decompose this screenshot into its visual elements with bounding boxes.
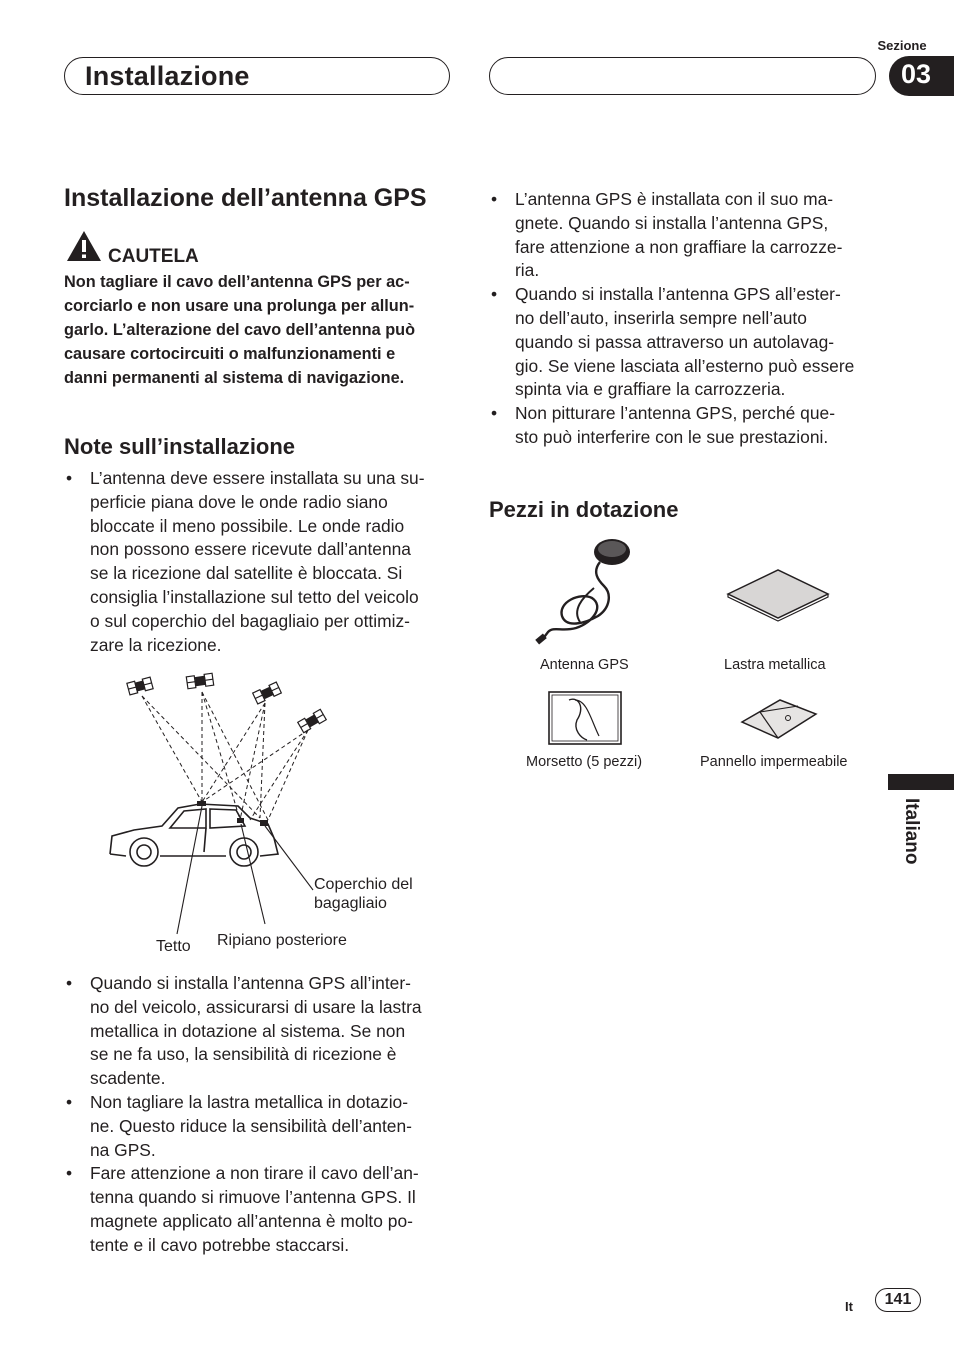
- page-title: Installazione dell’antenna GPS: [64, 184, 427, 212]
- caution-text: [64, 270, 454, 390]
- antenna-notes-list: [489, 188, 881, 450]
- list-item: • Fare attenzione a non tirare il cavo dell’an- tenna quando si rimuove l’antenna GPS. Il magnete applicato all’antenna è molto po- tente e il cavo potrebbe staccarsi.: [64, 1162, 456, 1257]
- notes-list-bottom: [64, 972, 456, 1258]
- caution-line: causare cortocircuiti o malfunzionamenti e: [64, 345, 396, 363]
- section-number: 03: [901, 59, 932, 89]
- page-number: 141: [875, 1288, 921, 1312]
- list-item: • Non tagliare la lastra metallica in dotazio- ne. Questo riduce la sensibilità dell’anten- na GPS.: [64, 1091, 456, 1162]
- list-item: • Quando si installa l’antenna GPS all’inter- no del veicolo, assicurarsi di usare la lastra metallica in dotazione al sistema. Se non se ne fa uso, la sensibilità di ricezione è scadente.: [64, 972, 456, 1091]
- language-tab-marker: [888, 774, 954, 790]
- part-caption: Lastra metallica: [724, 657, 826, 673]
- list-item: • L’antenna deve essere installata su una su- perficie piana dove le onde radio siano bloccate il meno possibile. Le onde radio non possono essere ricevute dall’antenna se la ricezione dal satellite è bloccata. Si consiglia l’installazione sul tetto del veicolo o sul coperchio del bagagliaio per ottimiz- zare la ricezione.: [64, 467, 456, 657]
- list-item: • Quando si installa l’antenna GPS all’ester- no dell’auto, inserirla sempre nell’auto quando si passa attraverso un autolavag- gio. Se viene lasciata all’esterno può essere spinta via e graffiare la carrozzeria.: [489, 283, 881, 402]
- rear-shelf-label: Ripiano posteriore: [217, 932, 347, 949]
- gps-antenna-illustration: [532, 536, 642, 651]
- trunk-lid-label: Coperchio del bagagliaio: [314, 876, 413, 912]
- warning-icon: [66, 230, 102, 262]
- section-label: Sezione: [877, 38, 927, 53]
- waterproof-pad-illustration: [738, 696, 820, 742]
- caution-title: CAUTELA: [108, 246, 199, 267]
- header-empty-pill: [489, 57, 876, 95]
- language-tab-label: Italiano: [901, 798, 922, 865]
- section-number-tab: [889, 56, 954, 96]
- satellite-icon: [186, 673, 213, 689]
- caution-line: Non tagliare il cavo dell’antenna GPS per ac-: [64, 273, 410, 291]
- list-item: • Non pitturare l’antenna GPS, perché que- sto può interferire con le sue prestazioni.: [489, 402, 881, 450]
- part-caption: Morsetto (5 pezzi): [526, 754, 643, 770]
- caution-line: corciarlo e non usare una prolunga per allun-: [64, 297, 415, 315]
- parts-heading: Pezzi in dotazione: [489, 497, 679, 522]
- notes-heading: Note sull’installazione: [64, 434, 296, 459]
- roof-label: Tetto: [156, 938, 191, 955]
- car-icon: [110, 804, 278, 866]
- caution-line: garlo. L’alterazione del cavo dell’antenna può: [64, 321, 416, 339]
- part-caption: Antenna GPS: [540, 657, 629, 673]
- caution-line: danni permanenti al sistema di navigazione.: [64, 369, 405, 387]
- satellite-icon: [127, 677, 153, 695]
- notes-list-top: [64, 467, 456, 657]
- chapter-title: Installazione: [85, 61, 250, 91]
- language-code: It: [845, 1299, 853, 1314]
- clamp-illustration: [547, 690, 623, 746]
- part-caption: Pannello impermeabile: [700, 754, 848, 770]
- satellite-icon: [298, 709, 327, 732]
- chapter-title-pill: [64, 57, 450, 95]
- metal-plate-illustration: [720, 566, 836, 622]
- satellite-icon: [253, 682, 282, 704]
- list-item: • L’antenna GPS è installata con il suo ma- gnete. Quando si installa l’antenna GPS, fare attenzione a non graffiare la carrozze- ria.: [489, 188, 881, 283]
